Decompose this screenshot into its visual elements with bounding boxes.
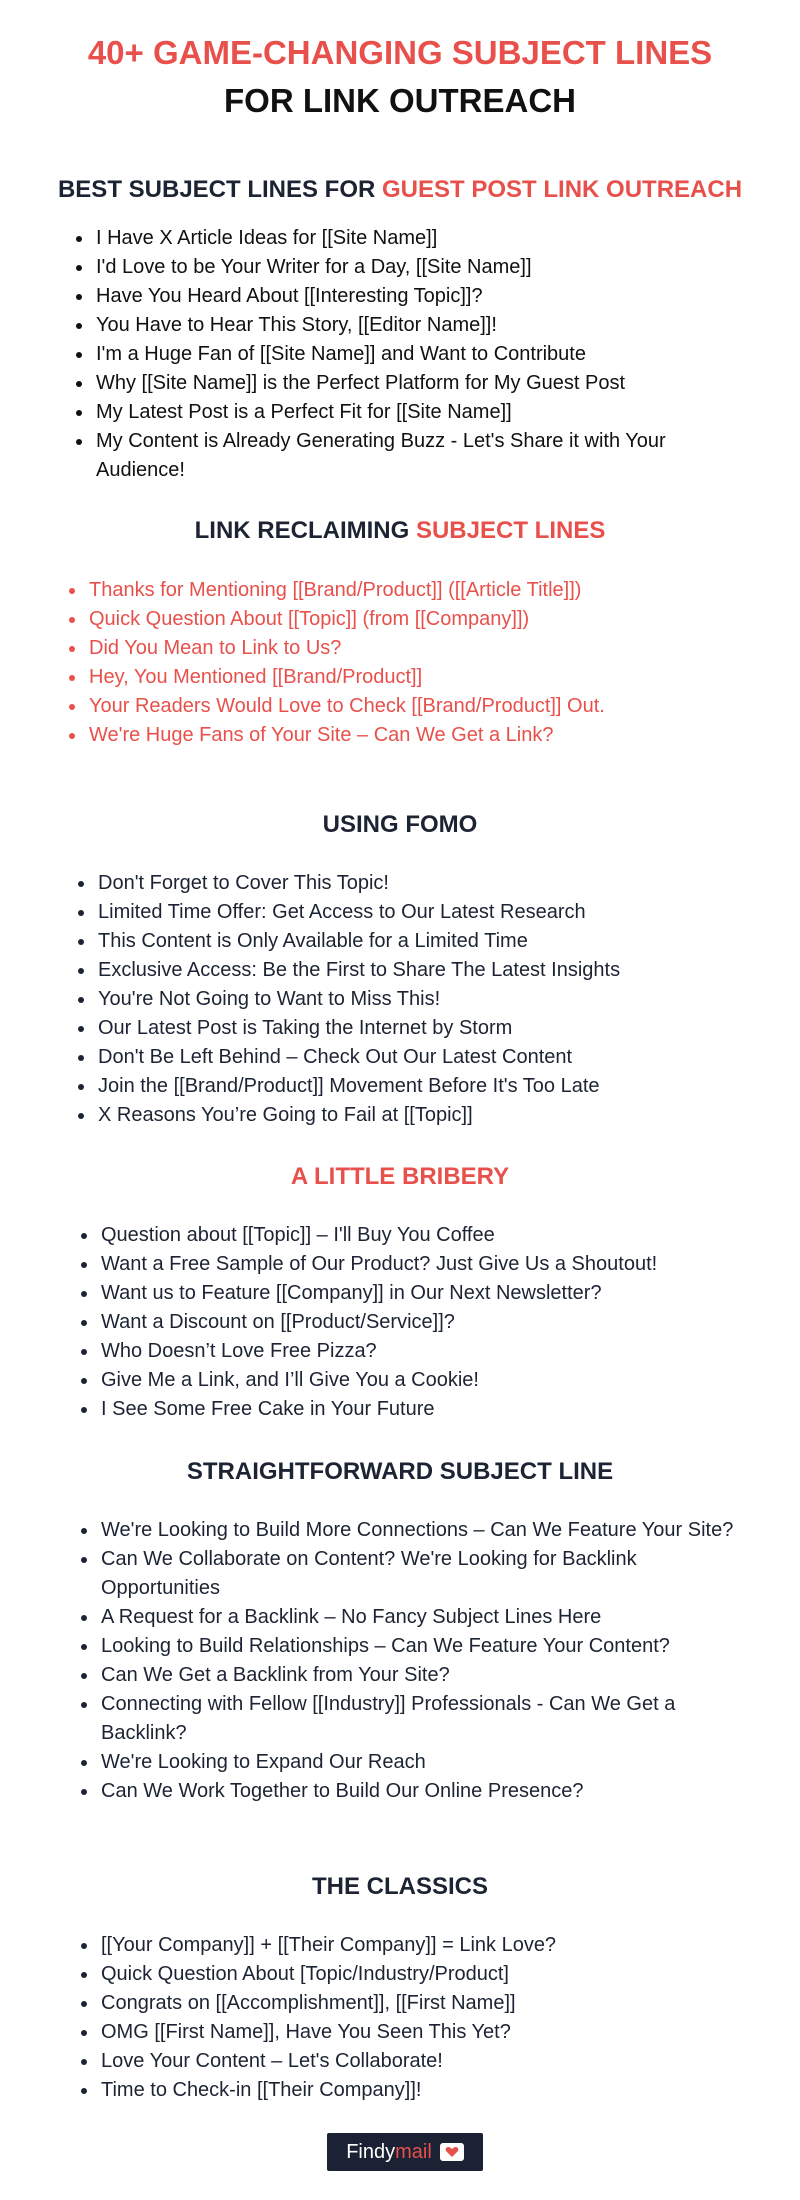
list-item: • Exclusive Access: Be the First to Share The Latest Insights xyxy=(96,956,776,985)
list-item: • Love Your Content – Let's Collaborate! xyxy=(99,2047,779,2076)
list-item: • You're Not Going to Want to Miss This! xyxy=(96,985,776,1014)
section-title-accent: SUBJECT LINES xyxy=(415,517,606,544)
list-item: • Join the [[Brand/Product]] Movement Before It's Too Late xyxy=(96,1072,776,1101)
heart-mail-icon xyxy=(440,2143,464,2161)
section-title-classics: THE CLASSICS xyxy=(311,1873,488,1900)
list-item: • I'd Love to be Your Writer for a Day, [[Site Name]] xyxy=(94,253,744,282)
list-item: • Want us to Feature [[Company]] in Our Next Newsletter? xyxy=(99,1279,779,1308)
findymail-logo xyxy=(327,2133,483,2171)
list-item: • We're Looking to Expand Our Reach xyxy=(99,1748,759,1777)
list-item: • Our Latest Post is Taking the Internet by Storm xyxy=(96,1014,776,1043)
section-title-bribery: A LITTLE BRIBERY xyxy=(290,1163,510,1190)
list-item: • Can We Get a Backlink from Your Site? xyxy=(99,1661,759,1690)
list-item: • Can We Work Together to Build Our Online Presence? xyxy=(99,1777,759,1806)
bribery-list xyxy=(69,1221,779,1424)
list-item: • Have You Heard About [[Interesting Topic]]? xyxy=(94,282,744,311)
section-title-guest-post xyxy=(0,176,800,204)
list-item: • Hey, You Mentioned [[Brand/Product]] xyxy=(87,663,767,692)
straightforward-list xyxy=(69,1516,759,1806)
section-title-accent: GUEST POST LINK OUTREACH xyxy=(382,176,743,203)
section-title-plain: BEST SUBJECT LINES FOR xyxy=(57,176,383,203)
list-item: • You Have to Hear This Story, [[Editor Name]]! xyxy=(94,311,744,340)
page-title-line1: 40+ GAME-CHANGING SUBJECT LINES xyxy=(87,34,713,71)
section-title-straightforward: STRAIGHTFORWARD SUBJECT LINE xyxy=(186,1458,614,1485)
list-item: • Quick Question About [[Topic]] (from [[Company]]) xyxy=(87,605,767,634)
list-item: • Thanks for Mentioning [[Brand/Product]] ([[Article Title]]) xyxy=(87,576,767,605)
list-item: • Question about [[Topic]] – I'll Buy You Coffee xyxy=(99,1221,779,1250)
list-item: • Time to Check-in [[Their Company]]! xyxy=(99,2076,779,2105)
list-item: • I'm a Huge Fan of [[Site Name]] and Want to Contribute xyxy=(94,340,744,369)
list-item: • We're Huge Fans of Your Site – Can We Get a Link? xyxy=(87,721,767,750)
heart-icon xyxy=(445,2146,459,2158)
section-title-link-reclaiming xyxy=(0,517,800,545)
classics-list xyxy=(69,1931,779,2105)
list-item: • [[Your Company]] + [[Their Company]] = Link Love? xyxy=(99,1931,779,1960)
list-item: • We're Looking to Build More Connections – Can We Feature Your Site? xyxy=(99,1516,759,1545)
list-item: • Connecting with Fellow [[Industry]] Professionals - Can We Get a Backlink? xyxy=(99,1690,759,1748)
list-item: • A Request for a Backlink – No Fancy Subject Lines Here xyxy=(99,1603,759,1632)
section-title-fomo: USING FOMO xyxy=(322,811,478,838)
list-item: • X Reasons You’re Going to Fail at [[Topic]] xyxy=(96,1101,776,1130)
list-item: • Congrats on [[Accomplishment]], [[First Name]] xyxy=(99,1989,779,2018)
link-reclaiming-list xyxy=(57,576,767,750)
list-item: • Your Readers Would Love to Check [[Brand/Product]] Out. xyxy=(87,692,767,721)
list-item: • I Have X Article Ideas for [[Site Name]] xyxy=(94,224,744,253)
list-item: • Can We Collaborate on Content? We're Looking for Backlink Opportunities xyxy=(99,1545,759,1603)
list-item: • Looking to Build Relationships – Can We Feature Your Content? xyxy=(99,1632,759,1661)
list-item: • Limited Time Offer: Get Access to Our Latest Research xyxy=(96,898,776,927)
list-item: • Why [[Site Name]] is the Perfect Platform for My Guest Post xyxy=(94,369,744,398)
fomo-list xyxy=(66,869,776,1130)
list-item: • OMG [[First Name]], Have You Seen This Yet? xyxy=(99,2018,779,2047)
section-title-plain: LINK RECLAIMING xyxy=(194,517,416,544)
list-item: • Quick Question About [Topic/Industry/Product] xyxy=(99,1960,779,1989)
list-item: • Did You Mean to Link to Us? xyxy=(87,634,767,663)
logo-text-findy: Findy xyxy=(346,2140,396,2163)
list-item: • My Latest Post is a Perfect Fit for [[Site Name]] xyxy=(94,398,744,427)
list-item: • Who Doesn’t Love Free Pizza? xyxy=(99,1337,779,1366)
list-item: • Want a Discount on [[Product/Service]]? xyxy=(99,1308,779,1337)
list-item: • This Content is Only Available for a Limited Time xyxy=(96,927,776,956)
logo-wordmark xyxy=(346,2141,432,2164)
list-item: • Want a Free Sample of Our Product? Just Give Us a Shoutout! xyxy=(99,1250,779,1279)
list-item: • I See Some Free Cake in Your Future xyxy=(99,1395,779,1424)
list-item: • Don't Forget to Cover This Topic! xyxy=(96,869,776,898)
page-title-line2: FOR LINK OUTREACH xyxy=(224,82,576,119)
logo-text-mail: mail xyxy=(395,2140,432,2163)
list-item: • Give Me a Link, and I’ll Give You a Cookie! xyxy=(99,1366,779,1395)
guest-post-list xyxy=(64,224,744,485)
list-item: • Don't Be Left Behind – Check Out Our Latest Content xyxy=(96,1043,776,1072)
list-item: • My Content is Already Generating Buzz - Let's Share it with Your Audience! xyxy=(94,427,744,485)
